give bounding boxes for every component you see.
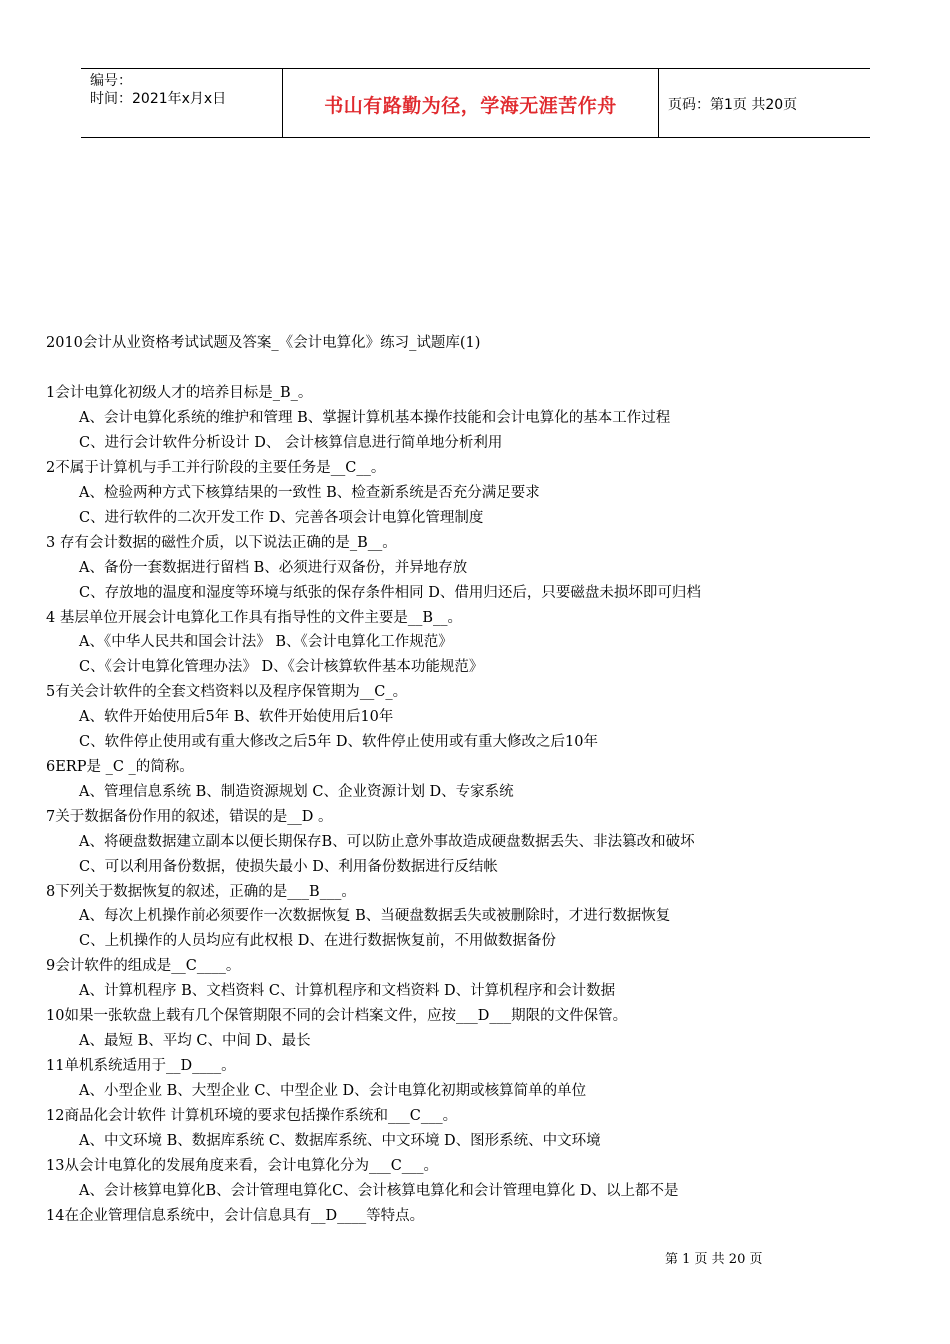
question-6-options: A、管理信息系统 B、制造资源规划 C、企业资源计划 D、专家系统 bbox=[79, 784, 514, 800]
question-3-options-ab: A、备份一套数据进行留档 B、必须进行双备份，并异地存放 bbox=[79, 560, 468, 576]
question-4-options-ab: A、《中华人民共和国会计法》 B、《会计电算化工作规范》 bbox=[79, 634, 453, 650]
page-info: 页码：第1页 共20页 bbox=[668, 97, 798, 113]
question-4: 4 基层单位开展会计电算化工作具有指导性的文件主要是__B__。 bbox=[46, 610, 462, 626]
question-2-options-cd: C、进行软件的二次开发工作 D、完善各项会计电算化管理制度 bbox=[79, 510, 484, 526]
question-10: 10如果一张软盘上载有几个保管期限不同的会计档案文件，应按___D___期限的文件保管。 bbox=[46, 1008, 628, 1024]
question-2: 2不属于计算机与手工并行阶段的主要任务是__C__。 bbox=[46, 460, 386, 476]
question-5-options-ab: A、软件开始使用后5年 B、软件开始使用后10年 bbox=[79, 709, 394, 725]
question-11-options: A、小型企业 B、大型企业 C、中型企业 D、会计电算化初期或核算简单的单位 bbox=[79, 1083, 587, 1099]
question-8: 8下列关于数据恢复的叙述，正确的是___B___。 bbox=[46, 884, 356, 900]
question-8-options-ab: A、每次上机操作前必须要作一次数据恢复 B、当硬盘数据丢失或被删除时，才进行数据恢复 bbox=[79, 908, 671, 924]
question-9: 9会计软件的组成是__C____。 bbox=[46, 958, 241, 974]
question-3-options-cd: C、存放地的温度和湿度等环境与纸张的保存条件相同 D、借用归还后，只要磁盘未损坏即可归档 bbox=[79, 585, 701, 601]
question-10-options: A、最短 B、平均 C、中间 D、最长 bbox=[79, 1033, 311, 1049]
question-14: 14在企业管理信息系统中，会计信息具有__D____等特点。 bbox=[46, 1208, 425, 1224]
question-1: 1会计电算化初级人才的培养目标是_B_。 bbox=[46, 385, 313, 401]
question-1-options-ab: A、会计电算化系统的维护和管理 B、掌握计算机基本操作技能和会计电算化的基本工作过程 bbox=[79, 410, 671, 426]
header-table bbox=[81, 68, 870, 138]
question-3: 3 存有会计数据的磁性介质，以下说法正确的是_B__。 bbox=[46, 535, 397, 551]
question-7-options-ab: A、将硬盘数据建立副本以便长期保存B、可以防止意外事故造成硬盘数据丢失、非法篡改和破坏 bbox=[79, 834, 695, 850]
header-motto-cell bbox=[283, 69, 659, 137]
question-13: 13从会计电算化的发展角度来看，会计电算化分为___C___。 bbox=[46, 1158, 439, 1174]
question-6: 6ERP是 _C _的简称。 bbox=[46, 759, 194, 775]
question-1-options-cd: C、进行会计软件分析设计 D、 会计核算信息进行简单地分析利用 bbox=[79, 435, 503, 451]
question-12-options: A、中文环境 B、数据库系统 C、数据库系统、中文环境 D、图形系统、中文环境 bbox=[79, 1133, 601, 1149]
question-12: 12商品化会计软件 计算机环境的要求包括操作系统和___C___。 bbox=[46, 1108, 458, 1124]
motto: 书山有路勤为径，学海无涯苦作舟 bbox=[324, 95, 617, 117]
question-8-options-cd: C、上机操作的人员均应有此权根 D、在进行数据恢复前，不用做数据备份 bbox=[79, 933, 556, 949]
page-footer: 第 1 页 共 20 页 bbox=[665, 1252, 763, 1267]
time-label: 时间：2021年x月x日 bbox=[90, 91, 227, 107]
header-left-cell bbox=[81, 69, 283, 137]
question-7: 7关于数据备份作用的叙述，错误的是__D 。 bbox=[46, 809, 333, 825]
question-9-options: A、计算机程序 B、文档资料 C、计算机程序和文档资料 D、计算机程序和会计数据 bbox=[79, 983, 616, 999]
question-5-options-cd: C、软件停止使用或有重大修改之后5年 D、软件停止使用或有重大修改之后10年 bbox=[79, 734, 599, 750]
question-11: 11单机系统适用于__D____。 bbox=[46, 1058, 236, 1074]
question-7-options-cd: C、可以利用备份数据，使损失最小 D、利用备份数据进行反结帐 bbox=[79, 859, 498, 875]
question-2-options-ab: A、检验两种方式下核算结果的一致性 B、检查新系统是否充分满足要求 bbox=[79, 485, 540, 501]
question-4-options-cd: C、《会计电算化管理办法》 D、《会计核算软件基本功能规范》 bbox=[79, 659, 484, 675]
question-5: 5有关会计软件的全套文档资料以及程序保管期为__C_。 bbox=[46, 684, 408, 700]
number-label: 编号： bbox=[90, 73, 132, 89]
question-13-options: A、会计核算电算化B、会计管理电算化C、会计核算电算化和会计管理电算化 D、以上都不是 bbox=[79, 1183, 679, 1199]
header-page-cell bbox=[659, 69, 870, 137]
document-title: 2010会计从业资格考试试题及答案_《会计电算化》练习_试题库(1) bbox=[46, 335, 481, 351]
